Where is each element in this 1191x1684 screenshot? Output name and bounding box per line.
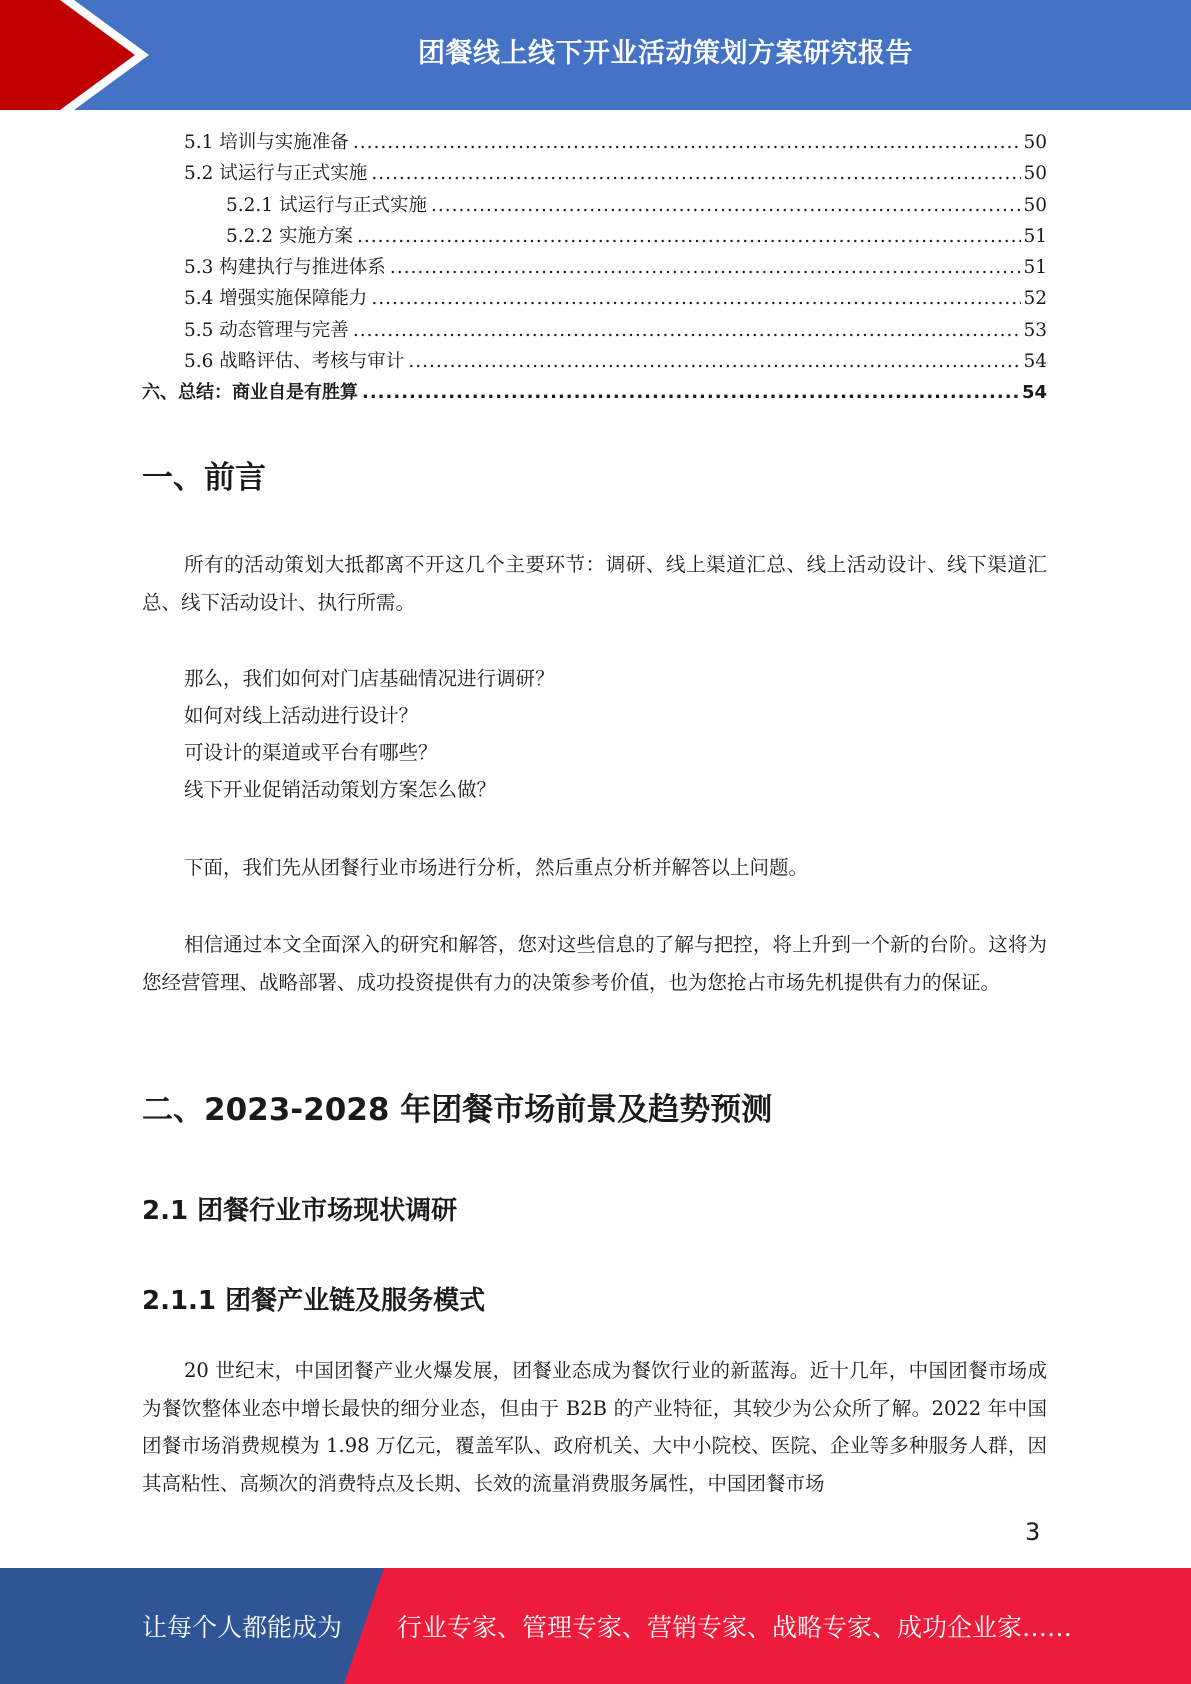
footer-slogan-right: 行业专家、管理专家、营销专家、战略专家、成功企业家……: [397, 1613, 1073, 1642]
header-title: 团餐线上线下开业活动策划方案研究报告: [418, 37, 913, 69]
toc-item[interactable]: [142, 191, 1047, 222]
toc-item-label: 5.1 培训与实施准备: [184, 132, 349, 153]
toc-item-page: 50: [1023, 132, 1047, 153]
section-2-1-1-paragraph: 20 世纪末，中国团餐产业火爆发展，团餐业态成为餐饮行业的新蓝海。近十几年，中国团餐市场成为餐饮整体业态中增长最快的细分业态，但由于 B2B 的产业特征，其较少为公众所了解。2022 年中国团餐市场消费规模为 1.98 万亿元，覆盖军队、政府机关、大中小院校、医院、企业等多种服务人群，因其高粘性、高频次的消费特点及长期、长效的流量消费服务属性，中国团餐市场: [142, 1359, 1047, 1495]
preface-paragraph-1: 所有的活动策划大抵都离不开这几个主要环节：调研、线上渠道汇总、线上活动设计、线下渠道汇总、线下活动设计、执行所需。: [142, 553, 1047, 614]
footer-slogan-left: 让每个人都能成为: [142, 1613, 343, 1642]
toc-item-page: 50: [1023, 194, 1047, 216]
question-line: 那么，我们如何对门店基础情况进行调研？: [184, 667, 555, 690]
table-of-contents: [142, 128, 1047, 410]
toc-item[interactable]: [142, 159, 1047, 190]
preface-paragraph-3: 相信通过本文全面深入的研究和解答，您对这些信息的了解与把控，将上升到一个新的台阶。这将为您经营管理、战略部署、成功投资提供有力的决策参考价值，也为您抢占市场先机提供有力的保证。: [142, 933, 1047, 994]
toc-leader-dots: [408, 351, 1021, 372]
question-line: 线下开业促销活动策划方案怎么做？: [184, 778, 497, 801]
toc-item-label: 5.5 动态管理与完善: [184, 319, 349, 341]
toc-item-page: 52: [1023, 288, 1047, 310]
toc-item-page: 50: [1023, 163, 1047, 185]
toc-leader-dots: [431, 195, 1021, 216]
toc-leader-dots: [371, 163, 1021, 184]
toc-item[interactable]: [142, 222, 1047, 253]
toc-leader-dots: [357, 226, 1022, 247]
toc-item-page: 51: [1023, 257, 1047, 279]
header-chevron-icon: [0, 0, 160, 110]
toc-item-label: 5.2.2 实施方案: [226, 225, 353, 247]
question-line: 可设计的渠道或平台有哪些？: [184, 741, 438, 764]
toc-item-page: 54: [1023, 351, 1047, 373]
toc-leader-dots: [362, 382, 1020, 403]
page-number: 3: [1025, 1518, 1041, 1546]
toc-leader-dots: [390, 257, 1022, 278]
toc-item[interactable]: [142, 378, 1047, 409]
preface-heading: 一、前言: [142, 460, 266, 496]
toc-item-label: 六、总结：商业自是有胜算: [142, 382, 358, 404]
question-line: 如何对线上活动进行设计？: [184, 704, 419, 727]
toc-item[interactable]: [142, 347, 1047, 378]
toc-item-label: 5.6 战略评估、考核与审计: [184, 351, 405, 373]
page-footer: [0, 1568, 1191, 1684]
toc-item-label: 5.2.1 试运行与正式实施: [226, 194, 427, 216]
toc-item[interactable]: [142, 316, 1047, 347]
toc-item[interactable]: [142, 284, 1047, 315]
toc-item-label: 5.4 增强实施保障能力: [184, 288, 368, 310]
toc-item-page: 51: [1023, 225, 1047, 247]
toc-item-page: 54: [1021, 382, 1047, 404]
toc-leader-dots: [371, 288, 1021, 309]
toc-item[interactable]: [142, 253, 1047, 284]
toc-item-page: 53: [1023, 319, 1047, 341]
toc-leader-dots: [353, 320, 1022, 341]
toc-item-label: 5.3 构建执行与推进体系: [184, 257, 386, 279]
page-header: [0, 0, 1191, 110]
toc-item[interactable]: [142, 128, 1047, 159]
chapter-2-heading: 二、2023-2028 年团餐市场前景及趋势预测: [142, 1092, 773, 1128]
toc-item-label: 5.2 试运行与正式实施: [184, 163, 368, 185]
preface-paragraph-2: 下面，我们先从团餐行业市场进行分析，然后重点分析并解答以上问题。: [184, 856, 809, 879]
toc-leader-dots: [353, 132, 1022, 153]
section-2-1-1-heading: 2.1.1 团餐产业链及服务模式: [142, 1286, 486, 1316]
section-2-1-heading: 2.1 团餐行业市场现状调研: [142, 1196, 458, 1226]
